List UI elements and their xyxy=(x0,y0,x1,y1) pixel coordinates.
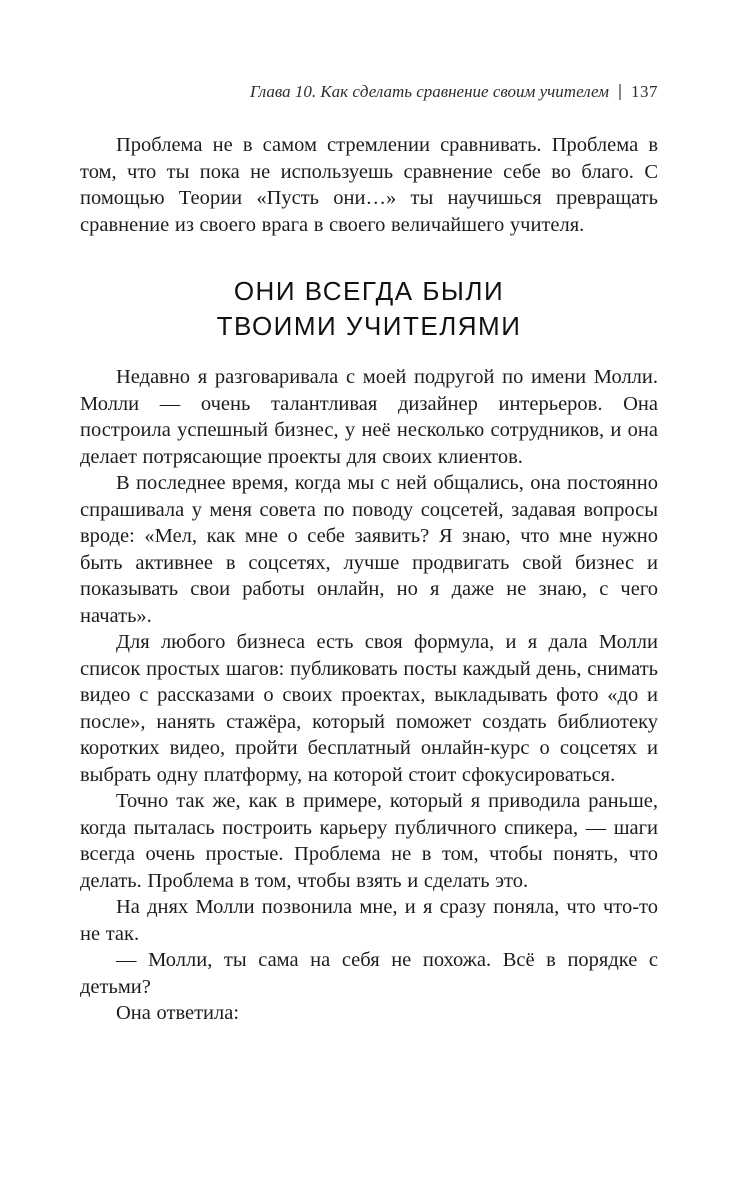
page-number: 137 xyxy=(631,82,658,101)
running-head xyxy=(80,82,658,102)
header-separator xyxy=(619,84,621,100)
section-heading-line-2: ТВОИМИ УЧИТЕЛЯМИ xyxy=(216,311,522,341)
paragraph: Для любого бизнеса есть своя формула, и я дала Молли список простых шагов: публиковать посты каждый день, снимать видео с рассказами о своих проектах, выкладывать фото «до и после», нанять стажёра, который поможет создать библиотеку коротких видео, пройти бесплатный онлайн-курс о соцсетях и выбрать одну платформу, на которой стоит сфокусироваться. xyxy=(80,631,658,786)
paragraph: Недавно я разговаривала с моей подругой по имени Молли. Молли — очень талантливая дизайнер интерьеров. Она построила успешный бизнес, у неё несколько сотрудников, и она делает потрясающие проекты для своих клиентов. xyxy=(80,366,658,468)
section-heading xyxy=(80,274,658,344)
paragraph: Она ответила: xyxy=(116,1002,240,1024)
section-heading-line-1: ОНИ ВСЕГДА БЫЛИ xyxy=(233,276,505,306)
paragraph: На днях Молли позвонила мне, и я сразу поняла, что что-то не так. xyxy=(80,896,658,945)
paragraph-dialogue: — Молли, ты сама на себя не похожа. Всё в порядке с детьми? xyxy=(80,949,658,998)
paragraph-intro: Проблема не в самом стремлении сравнивать. Проблема в том, что ты пока не используешь сравнение себе во благо. С помощью Теории «Пусть они…» ты научишься превращать сравнение из своего врага в своего величайшего учителя. xyxy=(80,134,658,236)
paragraph: В последнее время, когда мы с ней общались, она постоянно спрашивала у меня совета по поводу соцсетей, задавая вопросы вроде: «Мел, как мне о себе заявить? Я знаю, что мне нужно быть активнее в соцсетях, лучше продвигать свой бизнес и показывать свои работы онлайн, но я даже не знаю, с чего начать». xyxy=(80,472,658,627)
paragraph: Точно так же, как в примере, который я приводила раньше, когда пыталась построить карьеру публичного спикера, — шаги всегда очень простые. Проблема не в том, чтобы понять, что делать. Проблема в том, чтобы взять и сделать это. xyxy=(80,790,658,892)
chapter-title: Глава 10. Как сделать сравнение своим учителем xyxy=(249,82,609,101)
page-body xyxy=(80,132,658,1027)
